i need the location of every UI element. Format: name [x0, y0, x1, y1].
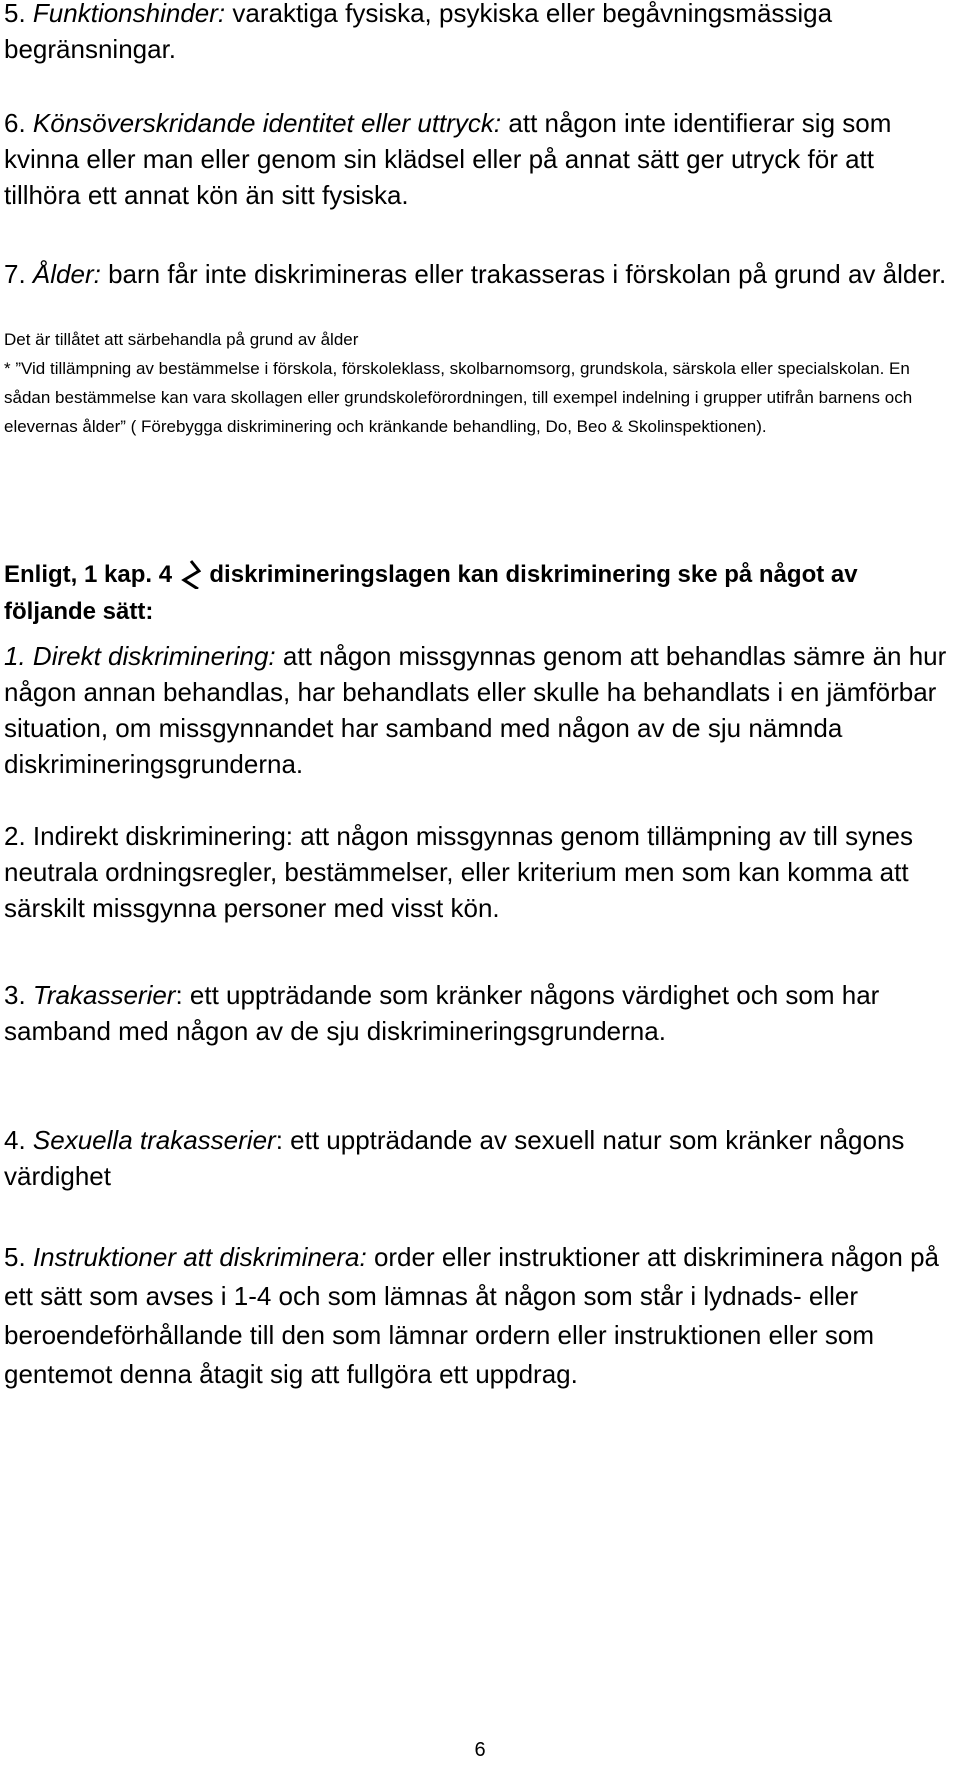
- age-note: [4, 325, 952, 441]
- form-term: Sexuella trakasserier: [32, 1125, 276, 1155]
- age-note-line-1: Det är tillåtet att särbehandla på grund av ålder: [4, 330, 359, 349]
- heading-part-1: Enligt, 1 kap. 4: [4, 561, 173, 588]
- form-number: 1.: [4, 641, 26, 671]
- list-item-6-gender-identity: [4, 105, 952, 213]
- section-heading: [4, 556, 952, 630]
- item-number: 7.: [4, 259, 26, 289]
- item-text: varaktiga fysiska, psykiska eller begåvningsmässiga begränsningar.: [4, 0, 833, 64]
- heading-part-2: diskrimineringslagen kan diskriminering ske på något av följande sätt:: [4, 561, 858, 625]
- form-term: Indirekt diskriminering:: [32, 821, 294, 851]
- list-item-7-age: [4, 256, 952, 292]
- age-note-quote: * ”Vid tillämpning av bestämmelse i förskola, förskoleklass, skolbarnomsorg, grundskola, särskola eller specialskolan. En sådan bestämmelse kan vara skollagen eller grundskoleförordningen, till exempel indelning i grupper utifrån barnens och elevernas ålder” ( Förebygga diskriminering och kränkande behandling, Do, Beo & Skolinspektionen).: [4, 359, 913, 436]
- list-item-5-disability: [4, 0, 952, 67]
- item-term: Ålder:: [32, 259, 101, 289]
- form-text: : ett uppträdande som kränker någons värdighet och som har samband med någon av de sju diskrimineringsgrunderna.: [4, 980, 880, 1046]
- form-text: att någon missgynnas genom att behandlas sämre än hur någon annan behandlas, har behandlats eller skulle ha behandlats i en jämförbar situation, om missgynnandet har samband med någon av de sju nämnda diskrimineringsgrunderna.: [4, 641, 947, 779]
- item-number: 5.: [4, 0, 26, 28]
- form-2-indirect: [4, 818, 952, 926]
- item-text: barn får inte diskrimineras eller trakasseras i förskolan på grund av ålder.: [100, 259, 947, 289]
- form-number: 3.: [4, 980, 26, 1010]
- form-number: 2.: [4, 821, 26, 851]
- form-number: 4.: [4, 1125, 26, 1155]
- form-5-instructions: [4, 1238, 952, 1394]
- form-text: order eller instruktioner att diskriminera någon på ett sätt som avses i 1-4 och som lämnas åt någon som står i lydnads- eller beroendeförhållande till den som lämnar ordern eller instruktionen eller som gentemot denna åtagit sig att fullgöra ett uppdrag.: [4, 1242, 939, 1389]
- page-number: 6: [474, 1739, 486, 1761]
- form-term: Direkt diskriminering:: [32, 641, 276, 671]
- item-number: 6.: [4, 108, 26, 138]
- item-term: Könsöverskridande identitet eller uttryck:: [32, 108, 502, 138]
- form-number: 5.: [4, 1242, 26, 1272]
- form-3-harassment: [4, 977, 952, 1049]
- form-term: Instruktioner att diskriminera:: [32, 1242, 367, 1272]
- form-term: Trakasserier: [32, 980, 176, 1010]
- form-text: : ett uppträdande av sexuell natur som kränker någons värdighet: [4, 1125, 905, 1191]
- item-text: att någon inte identifierar sig som kvinna eller man eller genom sin klädsel eller på annat sätt ger utryck för att tillhöra ett annat kön än sitt fysiska.: [4, 108, 892, 210]
- item-term: Funktionshinder:: [32, 0, 226, 28]
- form-text: att någon missgynnas genom tillämpning av till synes neutrala ordningsregler, bestämmelser, eller kriterium men som kan komma att särskilt missgynna personer med visst kön.: [4, 821, 914, 923]
- form-4-sexual-harassment: [4, 1122, 952, 1194]
- section-sign-icon: [181, 559, 201, 589]
- form-1-direct: [4, 638, 952, 782]
